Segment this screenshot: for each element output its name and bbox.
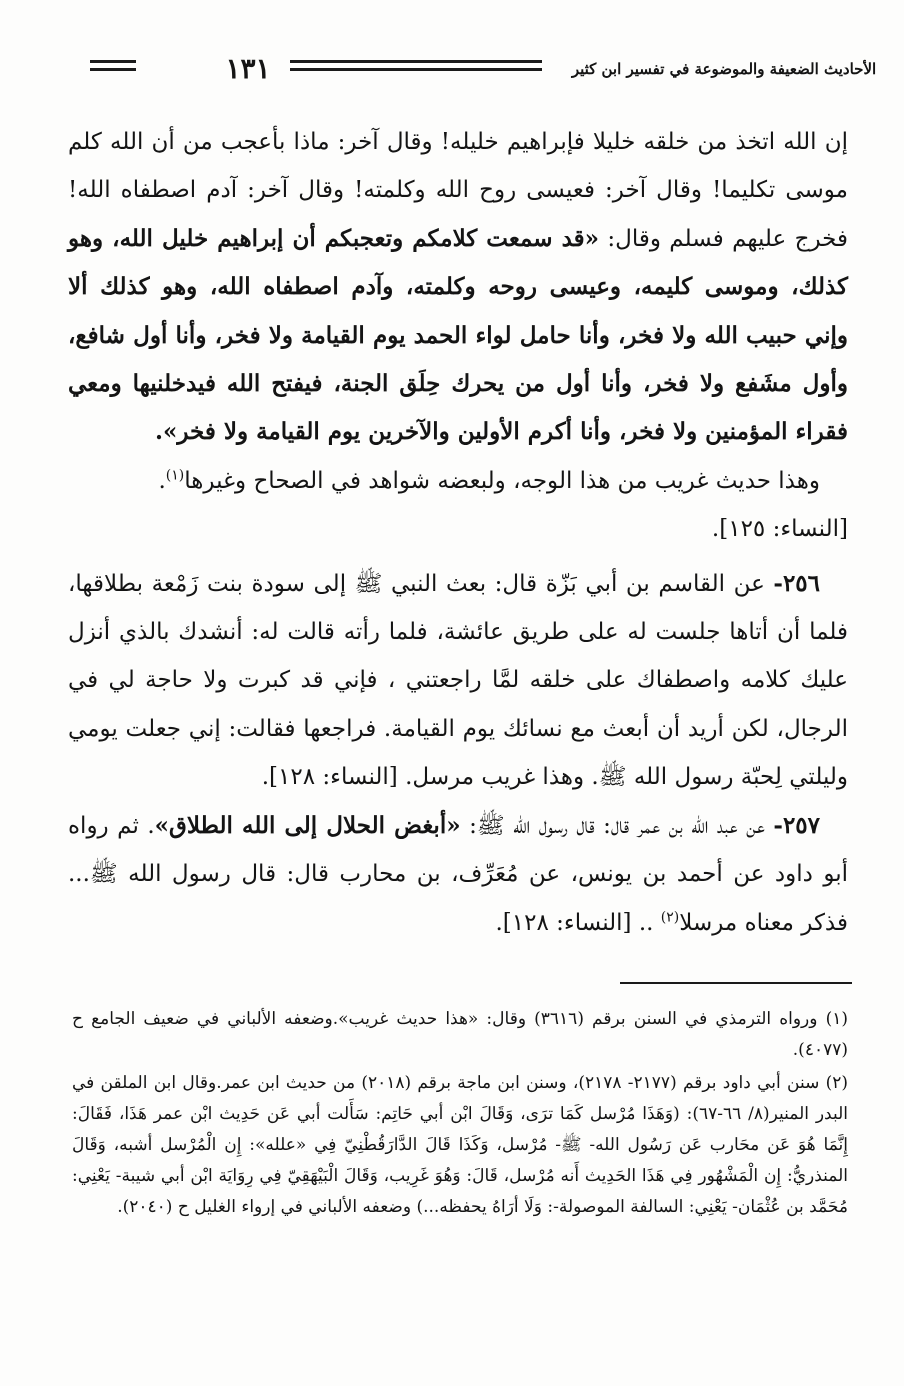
paragraph-grading xyxy=(68,457,848,505)
hadith-257-quote: «أبغض الحلال إلى الله الطلاق» xyxy=(154,811,461,839)
header-rule-left-2 xyxy=(90,68,136,71)
narration-text: إن الله اتخذ من خلقه خليلا فإبراهيم خليله! وقال آخر: ماذا بأعجب من أن الله كلم موسى تكليما! وقال آخر: فعيسى روح الله وكلمته! وقال آخر: آدم اصطفاه الله! فخرج عليهم فسلم وقال: xyxy=(68,129,848,252)
footnote-2: (٢) سنن أبي داود برقم (٢١٧٧- ٢١٧٨)، وسنن ابن ماجة برقم (٢٠١٨) من حديث ابن عمر.وقال ابن الملقن في البدر المنير(٨/ ٦٦-٦٧): (وَهَذَا مُرْسل كَمَا ترَى، وَقَالَ ابْن أبي حَاتِم: سَأَلت أبي عَن حَدِيث ابْن عمر هَذَا، فَقَالَ: إِنَّمَا هُوَ عَن محَارب عَن رَسُول الله- ﷺ- مُرْسل، وَكَذَا قَالَ الدَّارَقُطْنِيّ فِي «علله»: إِن الْمُرْسل أشبه، وَقَالَ المنذريُّ: إِن الْمَشْهُور فِي هَذَا الحَدِيث أَنه مُرْسل، قَالَ: وَهُوَ غَرِيب، وَقَالَ الْبَيْهَقِيّ فِي رِوَايَة ابْن أبي شيبة- يَعْنِي: مُحَمَّد بن عُثْمَان- يَعْنِي: السالفة الموصولة-: وَلَا أرَاهُ يحفظه...) وضعفه الألباني في إرواء الغليل ح (٢٠٤٠). xyxy=(72,1073,848,1217)
hadith-256 xyxy=(68,560,848,802)
hadith-256-number: ٢٥٦- xyxy=(773,569,821,597)
hadith-257-end: .. [النساء: ١٢٨]. xyxy=(495,909,661,936)
hadith-257-text: . ثم رواه أبو داود عن أحمد بن يونس، عن مُعَرِّف، بن محارب قال: قال رسول الله ﷺ... فذكر معناه مرسلا xyxy=(68,812,848,936)
footnote-1: (١) ورواه الترمذي في السنن برقم (٣٦١٦) وقال: «هذا حديث غريب».وضعفه الألباني في ضعيف الجامع ح (٤٠٧٧). xyxy=(72,1009,848,1060)
header-rule-middle-2 xyxy=(290,68,542,71)
footnote-ref-1: (١) xyxy=(165,467,185,484)
running-title: الأحاديث الضعيفة والموضوعة في تفسير ابن كثير xyxy=(571,60,877,78)
footnote-ref-2: (٢) xyxy=(660,908,680,925)
paragraph-narration xyxy=(68,118,848,457)
grading-end: . xyxy=(158,467,166,494)
footnotes xyxy=(72,1004,848,1223)
header-rule-middle xyxy=(290,60,542,63)
main-text xyxy=(68,118,848,947)
hadith-256-text: عن القاسم بن أبي بَزّة قال: بعث النبي ﷺ إلى سودة بنت زَمْعة بطلاقها، فلما أن أتاها جلست له على طريق عائشة، فلما رأته قالت له: أنشدك بالذي أنزل عليك كلامه واصطفاك على خلقه لمَّا راجعتني ، فإني قد كبرت ولا حاجة لي في الرجال، لكن أريد أن أبعث مع نسائك يوم القيامة. فراجعها فقالت: إني جعلت يومي وليلتي لِحبّة رسول الله ﷺ. وهذا غريب مرسل. [النساء: ١٢٨]. xyxy=(68,570,848,791)
paragraph-verse-ref xyxy=(68,505,848,553)
header-rule-left xyxy=(90,60,136,63)
footnote-separator xyxy=(620,982,852,984)
hadith-257-number: ٢٥٧- xyxy=(773,811,820,839)
hadith-257-intro: عن عبد الله بن عمر قال: قال رسول الله ﷺ: xyxy=(469,812,765,839)
hadith-257 xyxy=(68,802,848,947)
running-header xyxy=(80,46,877,96)
grading-text: وهذا حديث غريب من هذا الوجه، ولبعضه شواهد في الصحاح وغيرها xyxy=(184,467,820,494)
hadith-quote: «قد سمعت كلامكم وتعجبكم أن إبراهيم خليل الله، وهو كذلك، وموسى كليمه، وعيسى روحه وكلمته، وآدم اصطفاه الله، وهو كذلك ألا وإني حبيب الله ولا فخر، وأنا حامل لواء الحمد يوم القيامة ولا فخر، وأنا أول شافع، وأول مشَفع ولا فخر، وأنا أول من يحرك حِلَق الجنة، فيفتح الله فيدخلنيها ومعي فقراء المؤمنين ولا فخر، وأنا أكرم الأولين والآخرين يوم القيامة ولا فخر». xyxy=(68,224,848,446)
verse-ref: [النساء: ١٢٥]. xyxy=(711,516,848,543)
page-number: ١٣١ xyxy=(225,52,271,85)
